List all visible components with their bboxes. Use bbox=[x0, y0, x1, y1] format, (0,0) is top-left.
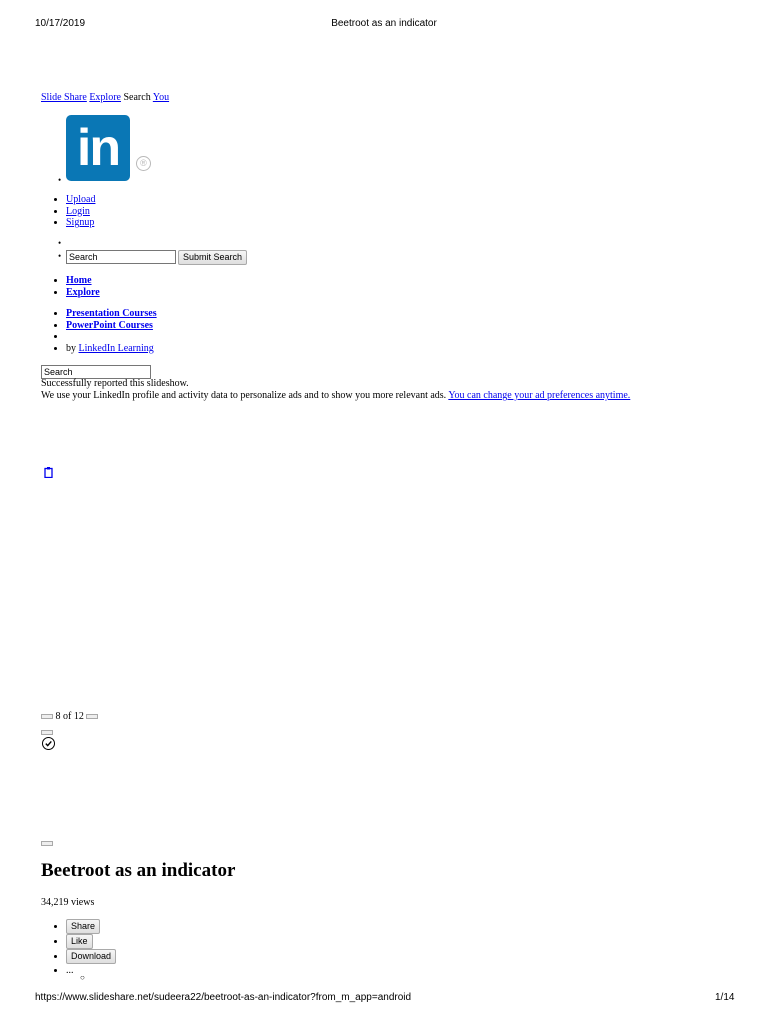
presentation-title: Beetroot as an indicator bbox=[41, 860, 236, 881]
linkedin-logo[interactable] bbox=[66, 115, 130, 181]
download-button[interactable]: Download bbox=[66, 949, 116, 964]
slide-navigation bbox=[41, 711, 98, 722]
list-item bbox=[66, 194, 95, 206]
clipboard-icon[interactable] bbox=[44, 467, 53, 481]
courses-list bbox=[42, 308, 157, 354]
print-title: Beetroot as an indicator bbox=[331, 18, 437, 29]
you-link[interactable]: You bbox=[152, 92, 170, 103]
list-bullet-hollow: ○ bbox=[80, 973, 85, 982]
print-url: https://www.slideshare.net/sudeera22/beetroot-as-an-indicator?from_m_app=android bbox=[35, 992, 412, 1003]
reported-message: Successfully reported this slideshow. bbox=[41, 378, 189, 389]
linkedin-learning-link[interactable]: LinkedIn Learning bbox=[78, 342, 154, 354]
checkmark-circle-icon[interactable] bbox=[42, 737, 55, 750]
upload-link[interactable]: Upload bbox=[66, 194, 96, 205]
list-item bbox=[66, 206, 95, 218]
actions-list bbox=[42, 919, 116, 978]
signup-link[interactable]: Signup bbox=[66, 217, 95, 228]
next-slide-button[interactable] bbox=[86, 714, 98, 719]
previous-slide-button[interactable] bbox=[41, 714, 53, 719]
search-input[interactable]: Search bbox=[66, 250, 176, 264]
print-date: 10/17/2019 bbox=[35, 18, 86, 29]
logo-text: in bbox=[76, 119, 120, 177]
print-page-number: 1/14 bbox=[715, 992, 735, 1003]
search-input-secondary[interactable]: Search bbox=[41, 365, 151, 379]
account-links bbox=[42, 194, 95, 229]
explore-nav-link[interactable]: Explore bbox=[66, 286, 100, 298]
list-item bbox=[66, 331, 157, 343]
powerpoint-courses-link[interactable]: PowerPoint Courses bbox=[66, 319, 153, 331]
ads-notice-text: We use your LinkedIn profile and activity data to personalize ads and to show you more relevant ads. bbox=[41, 390, 447, 401]
presentation-courses-link[interactable]: Presentation Courses bbox=[66, 308, 157, 319]
submit-search-button[interactable]: Submit Search bbox=[178, 250, 247, 265]
small-control-button[interactable] bbox=[41, 841, 53, 846]
list-item bbox=[66, 287, 100, 299]
registered-mark-icon: ® bbox=[136, 156, 151, 171]
more-actions[interactable]: ... bbox=[66, 965, 74, 976]
home-link[interactable]: Home bbox=[66, 275, 92, 286]
ads-notice bbox=[41, 390, 630, 401]
list-item bbox=[66, 919, 116, 934]
list-item bbox=[66, 320, 157, 332]
like-button[interactable]: Like bbox=[66, 934, 93, 949]
explore-link[interactable]: Explore bbox=[89, 92, 121, 103]
list-item bbox=[66, 343, 157, 355]
view-count: 34,219 views bbox=[41, 897, 95, 908]
top-nav bbox=[41, 92, 169, 103]
list-item bbox=[66, 308, 157, 320]
list-bullet: • bbox=[58, 175, 62, 185]
list-item bbox=[66, 275, 100, 287]
list-item bbox=[66, 949, 116, 964]
by-label: by bbox=[66, 342, 76, 354]
list-item bbox=[66, 217, 95, 229]
search-label: Search bbox=[123, 92, 151, 103]
slideshare-link[interactable]: Slide Share bbox=[41, 92, 87, 103]
slide-counter: 8 of 12 bbox=[55, 711, 84, 722]
list-bullet: • bbox=[58, 251, 62, 261]
share-button[interactable]: Share bbox=[66, 919, 100, 934]
small-control-button[interactable] bbox=[41, 730, 53, 735]
list-item bbox=[66, 964, 116, 978]
login-link[interactable]: Login bbox=[66, 205, 90, 217]
list-bullet: • bbox=[58, 238, 62, 248]
list-item bbox=[66, 934, 116, 949]
main-nav bbox=[42, 275, 100, 298]
ad-preferences-link[interactable]: You can change your ad preferences anytime. bbox=[448, 390, 631, 401]
